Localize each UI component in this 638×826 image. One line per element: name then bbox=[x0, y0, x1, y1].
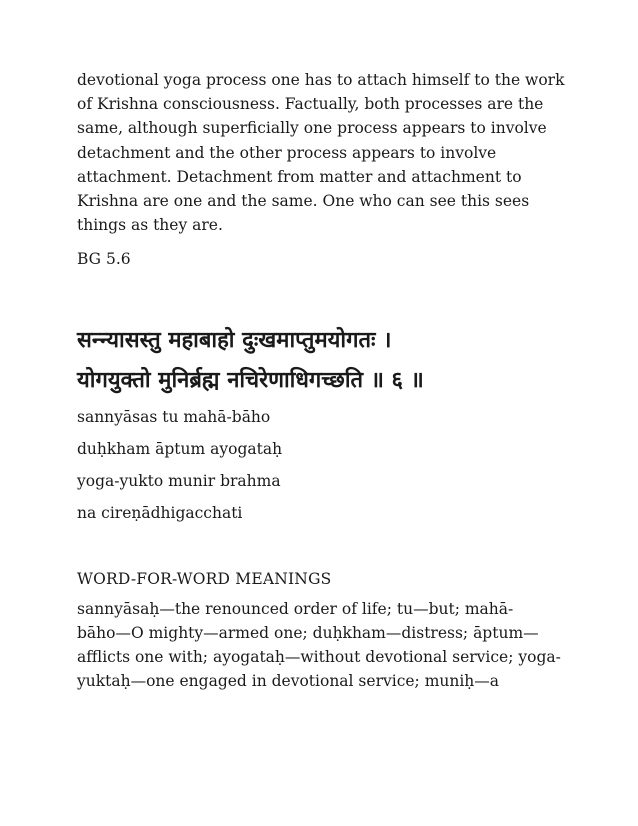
transliteration-line: sannyāsas tu mahā-bāho bbox=[77, 408, 271, 427]
devanagari-verse bbox=[77, 325, 577, 395]
purport-line: attachment. Detachment from matter and attachment to bbox=[77, 167, 522, 186]
word-meanings bbox=[77, 597, 577, 693]
meanings-line: afflicts one with; ayogataḥ—without devotional service; yoga- bbox=[77, 648, 561, 667]
purport-line: things as they are. bbox=[77, 216, 223, 235]
meanings-line: sannyāsaḥ—the renounced order of life; tu—but; mahā- bbox=[77, 600, 514, 619]
meanings-line: bāho—O mighty—armed one; duḥkham—distress; āptum— bbox=[77, 624, 539, 643]
transliteration-verse bbox=[77, 405, 577, 525]
purport-line: detachment and the other process appears to involve bbox=[77, 143, 497, 162]
purport-line: same, although superficially one process appears to involve bbox=[77, 119, 547, 138]
transliteration-line: duḥkham āptum ayogataḥ bbox=[77, 440, 283, 459]
document-page bbox=[77, 68, 577, 693]
meanings-line: yuktaḥ—one engaged in devotional service; muniḥ—a bbox=[77, 672, 500, 691]
transliteration-line: na cireṇādhigacchati bbox=[77, 504, 243, 523]
devanagari-line: सन्न्यासस्तु महाबाहो दुःखमाप्तुमयोगतः । bbox=[77, 327, 392, 354]
purport-line: Krishna are one and the same. One who can see this sees bbox=[77, 192, 530, 211]
purport-paragraph bbox=[77, 68, 577, 237]
verse-reference: BG 5.6 bbox=[77, 250, 131, 269]
purport-line: devotional yoga process one has to attach himself to the work bbox=[77, 71, 565, 89]
transliteration-line: yoga-yukto munir brahma bbox=[77, 472, 281, 491]
meanings-heading: WORD-FOR-WORD MEANINGS bbox=[77, 570, 332, 589]
purport-line: of Krishna consciousness. Factually, both processes are the bbox=[77, 95, 544, 114]
devanagari-line: योगयुक्तो मुनिर्ब्रह्म नचिरेणाधिगच्छति ॥ ६ ॥ bbox=[77, 367, 424, 394]
